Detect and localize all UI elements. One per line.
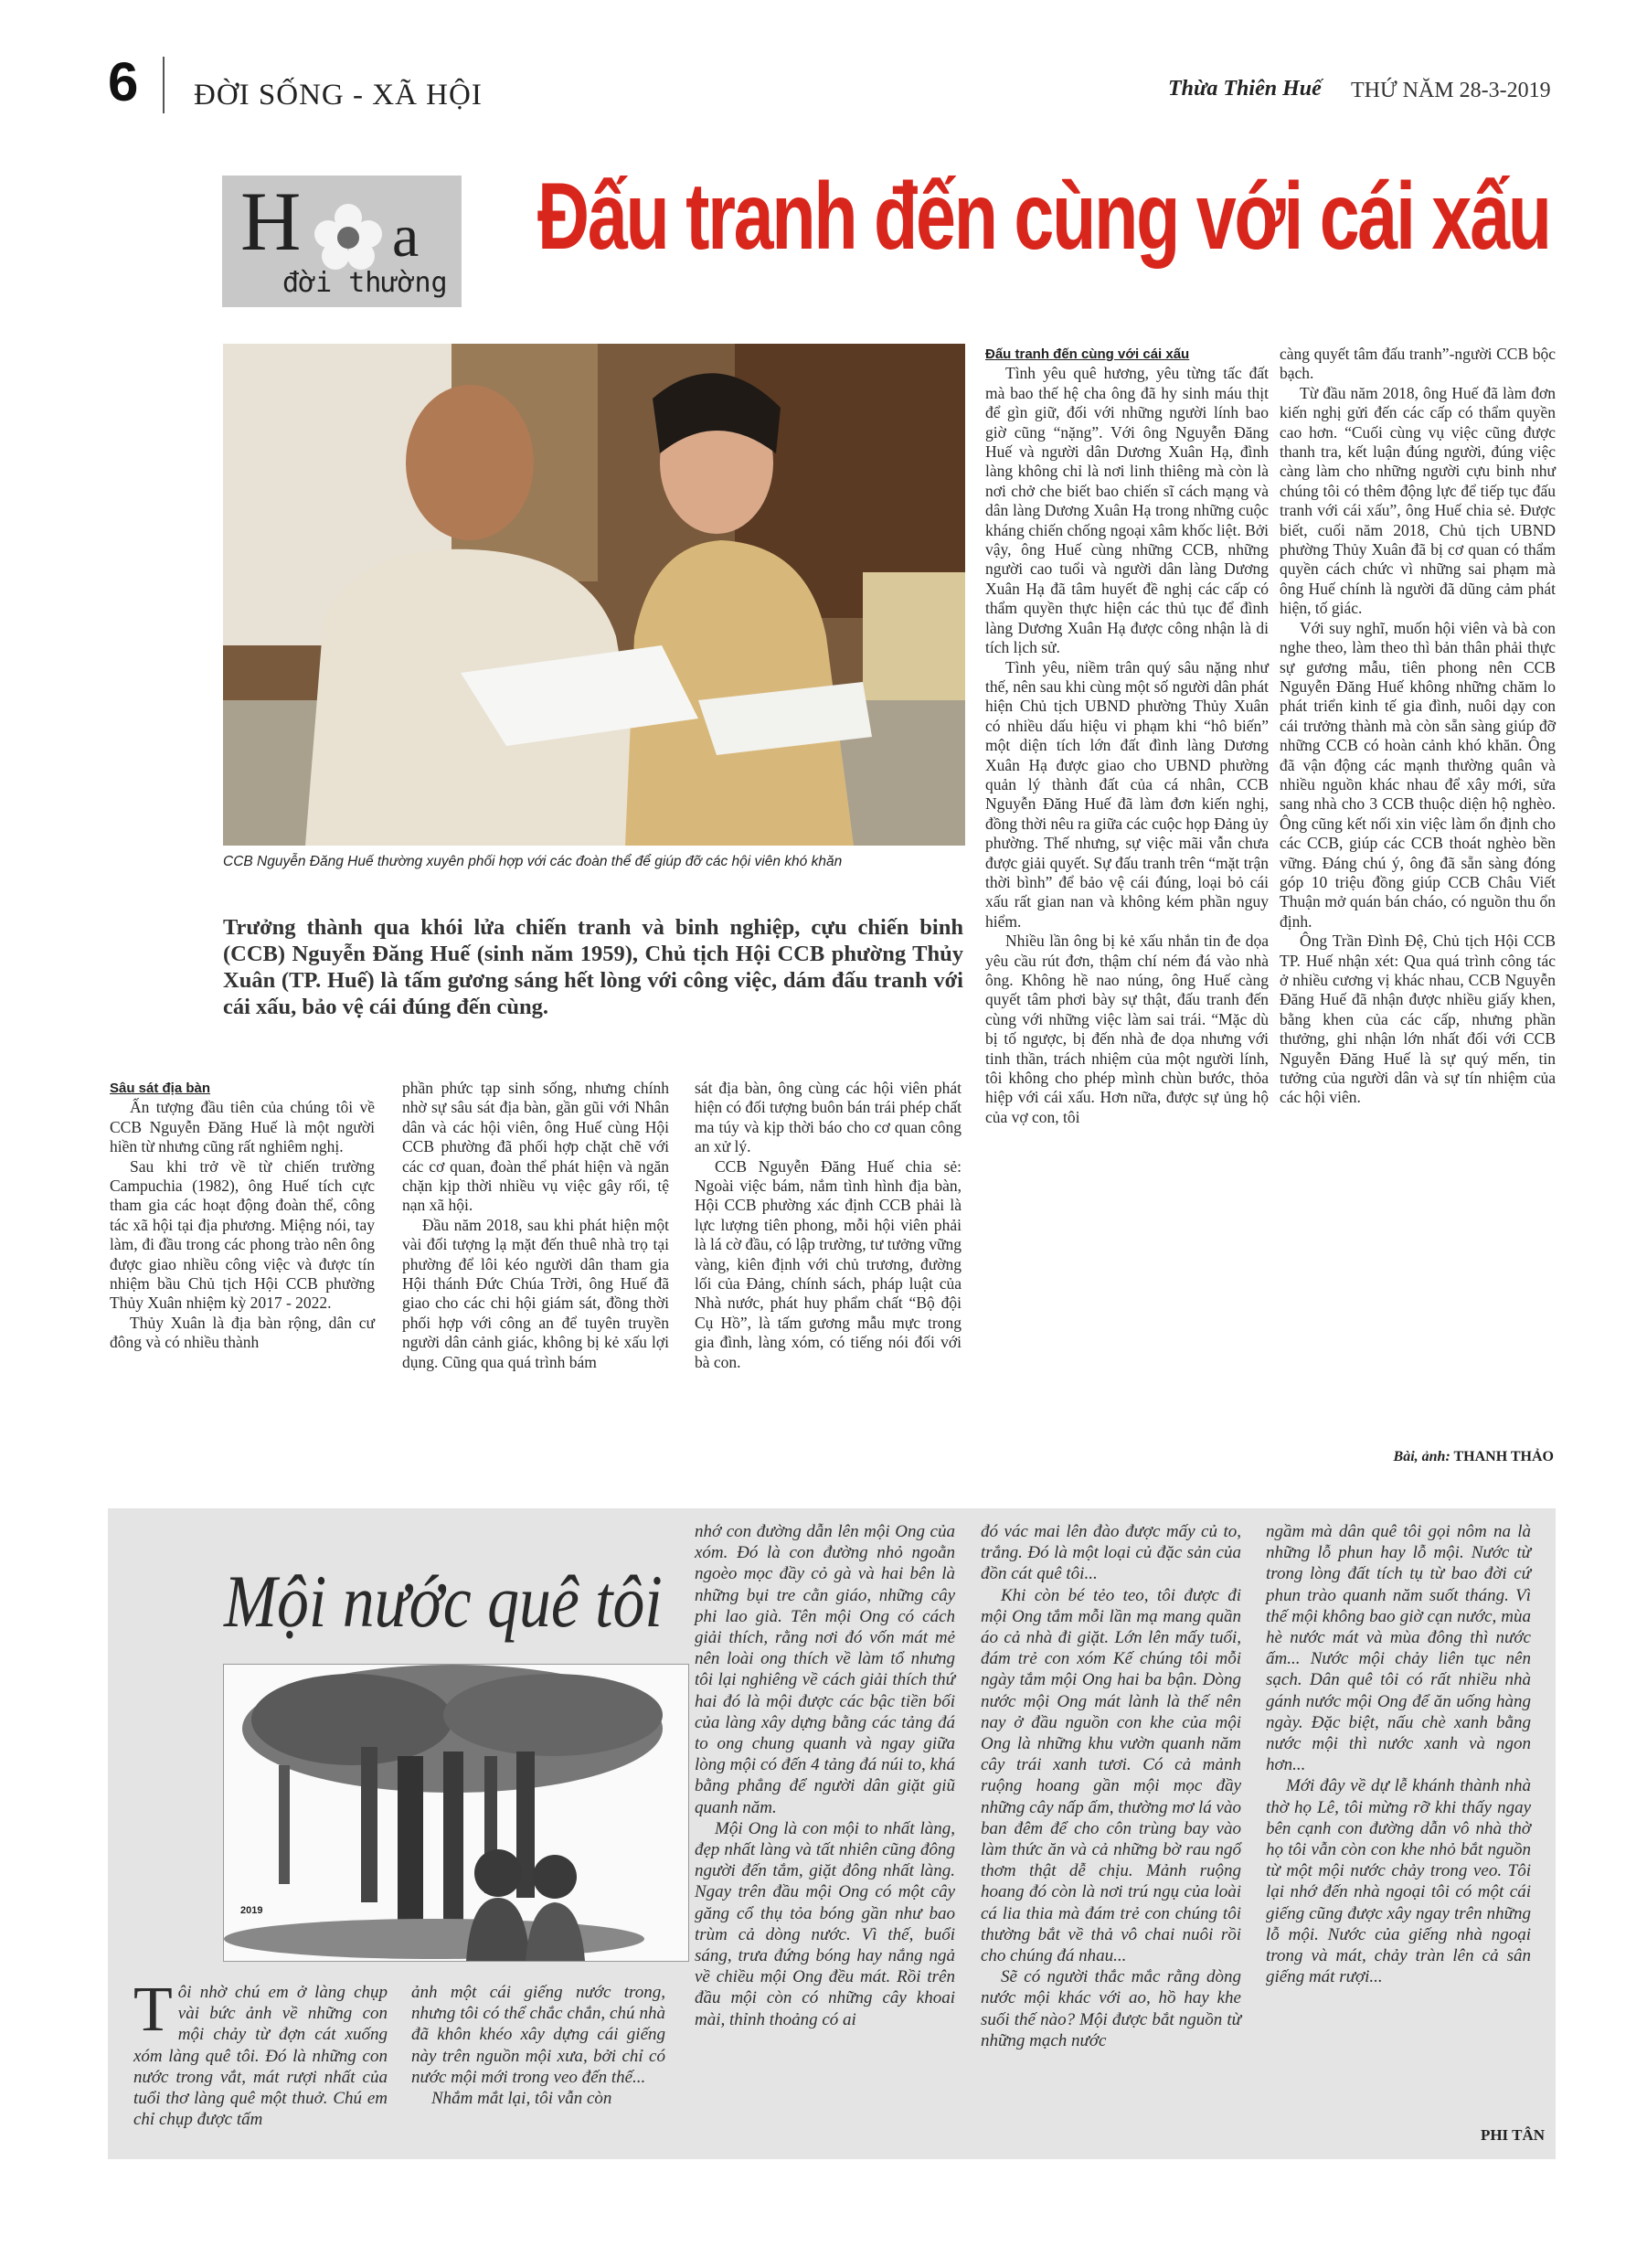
feature-column-2 [411,1982,665,2109]
feature-column-5 [1266,1521,1531,1987]
paragraph: Khi còn bé tẻo teo, tôi được đi mội Ong tắm mỗi lần mạ mang quần áo cả nhà đi giặt. Lớn lên mấy tuổi, đám trẻ con xóm Kế chúng tôi mỗi ngày tắm mội Ong hai ba bận. Dòng nước mội Ong mát lành là thế nên nay ở đầu nguồn con khe của mội Ong là những khu vườn quanh năm cây trái xanh tươi. Có cả mảnh ruộng hoang gần mội mọc đầy những cây nấp ấm, thường mơ lá vào ban đêm để cho côn trùng bay vào làm thức ăn và cả những bờ rau ngổ thơm thật dễ chịu. Mảnh ruộng hoang đó còn là nơi trú ngụ của loài cá lia thia mà đám trẻ con chúng tôi thường bắt về thả vô chai nuôi rồi cho chúng đá nhau... [981,1585,1241,1966]
section-title: ĐỜI SỐNG - XÃ HỘI [194,79,483,112]
article-headline: Đấu tranh đến cùng với cái xấu [537,164,1550,270]
article-column-4 [985,345,1269,1127]
paragraph: Mới đây về dự lễ khánh thành nhà thờ họ Lê, tôi mừng rỡ khi thấy ngay bên cạnh con đường dẫn vô nhà thờ họ tôi vẫn còn con khe nhỏ bắt nguồn từ một mội nước chảy trong veo. Tôi lại nhớ đến nhà ngoại tôi có một cái giếng cũng được xây ngay trên những lỗ mội. Nước của giếng nhà ngoại trong và mát, chảy tràn lên cả sân giếng mát rượi... [1266,1776,1531,1987]
drop-cap: T [133,1975,173,2045]
paragraph [133,1975,388,2130]
paragraph: Ấn tượng đầu tiên của chúng tôi về CCB Nguyễn Đăng Huế là một người hiền từ nhưng cũng rất nghiêm nghị. [110,1098,375,1156]
paragraph: nhớ con đường dẫn lên mội Ong của xóm. Đó là con đường nhỏ ngoằn ngoèo mọc đầy cỏ gà và hai bên là những bụi tre cằn giáo, những cây phi lao già. Tên mội Ong có cách giải thích, rằng nơi đó vốn mát mẻ nên loài ong thích về làm tổ nhưng tôi lại nghiêng về cách giải thích thứ hai đó là mội được các bậc tiền bối của làng xây dựng bằng các tảng đá to ong chung quanh và ngay giữa lòng mội có đến 4 tảng đá núi to, khá bằng phẳng để người dân giặt giũ quanh năm. [695,1522,955,1817]
article-column-3 [695,1079,962,1372]
article-column-1 [110,1079,375,1353]
illustration-year: 2019 [240,1905,263,1916]
column-logo [222,176,462,307]
logo-letter-h: H [240,175,302,268]
page-number: 6 [108,51,139,112]
paragraph: ngầm mà dân quê tôi gọi nôm na là những lỗ phun hay lỗ mội. Nước từ trong lòng đất tích tụ từ bao đời cứ phun trào quanh năm suốt tháng. Vì thế mội không bao giờ cạn nước, mùa hè nước mát và mùa đông thì nước ấm... Nước mội chảy liên tục nên sạch. Dân quê tôi có rất nhiều nhà gánh nước mội Ong để ăn uống hàng ngày. Đặc biệt, nấu chè xanh bằng nước mội thì nước xanh và ngon hơn... [1266,1522,1531,1775]
paragraph: đó vác mai lên đào được mấy củ to, trắng. Đó là một loại củ đặc sản của đồn cát quê tôi... [981,1522,1241,1584]
paragraph: Sẽ có người thắc mắc rằng dòng nước mội khác với ao, hồ hay khe suối thế nào? Mội được bắt nguồn từ những mạch nước [981,1967,1241,2050]
byline-author: THANH THẢO [1453,1449,1554,1464]
paragraph: Đầu năm 2018, sau khi phát hiện một vài đối tượng lạ mặt đến thuê nhà trọ tại phường để lôi kéo người dân tham gia Hội thánh Đức Chúa Trời, ông Huế đã giao cho các chi hội giám sát, đồng thời phối hợp với công an để tuyên truyền người dân cảnh giác, không bị kẻ xấu lợi dụng. Cũng qua quá trình bám [402,1215,669,1371]
feature-byline: PHI TÂN [1480,2126,1545,2144]
byline-label: Bài, ảnh: [1393,1449,1450,1464]
article-lead: Trưởng thành qua khói lửa chiến tranh và binh nghiệp, cựu chiến binh (CCB) Nguyễn Đăng Huế (sinh năm 1959), Chủ tịch Hội CCB phường Thủy Xuân (TP. Huế) là tấm gương sáng hết lòng với công việc, dám đấu tranh với cái xấu, bảo vệ cái đúng đến cùng. [223,915,963,1019]
tree-sketch [224,1665,688,1961]
article-column-5 [1280,345,1556,1108]
paragraph: Mội Ong là con mội to nhất làng, đẹp nhất làng và tất nhiên cũng đông người đến tắm, giặt đông nhất làng. Ngay trên đầu mội Ong có một cây găng cổ thụ tỏa bóng gần như bao trùm cả dòng nước. Vì thế, buổi sáng, trưa đứng bóng hay nắng ngả về chiều mội Ong đều mát. Rồi trên đầu mội còn có những cây khoai mài, thỉnh thoảng có ai [695,1818,955,2029]
paragraph: Với suy nghĩ, muốn hội viên và bà con nghe theo, làm theo thì bản thân phải thực sự gương mẫu, tiên phong nên CCB Nguyễn Đăng Huế không những chăm lo phát triển kinh tế gia đình, nuôi dạy con cái trưởng thành mà còn sẵn sàng giúp đỡ những CCB có hoàn cảnh khó khăn. Ông đã vận động các mạnh thường quân và nhiều nguồn khác nhau để xây mới, sửa sang nhà cho 3 CCB thuộc diện hộ nghèo. Ông cũng kết nối xin việc làm ổn định cho các CCB, giúp các CCB thoát nghèo bền vững. Đáng chú ý, ông đã sẵn sàng đóng góp 10 triệu đồng giúp CCB Châu Viết Thuận mở quán bán cháo, có nguồn thu ổn định. [1280,618,1556,931]
logo-subtitle: đời thường [282,267,448,299]
issue-date: THỨ NĂM 28-3-2019 [1351,79,1551,102]
subheading: Đấu tranh đến cùng với cái xấu [985,346,1190,362]
paragraph: Thủy Xuân là địa bàn rộng, dân cư đông và có nhiều thành [110,1313,375,1352]
subheading: Sâu sát địa bàn [110,1081,211,1096]
feature-column-1 [133,1975,388,2130]
paragraph: ảnh một cái giếng nước trong, nhưng tôi có thể chắc chắn, chú nhà đã khôn khéo xây dựng cái giếng này trên nguồn mội xưa, bởi chỉ có nước mội mới trong veo đến thế... [411,1983,665,2087]
flower-icon [306,201,390,274]
photo-caption: CCB Nguyễn Đăng Huế thường xuyên phối hợp với các đoàn thể để giúp đỡ các hội viên khó khăn [223,854,843,869]
newspaper-name: Thừa Thiên Huế [1168,77,1322,101]
paragraph: càng quyết tâm đấu tranh”-người CCB bộc bạch. [1280,345,1556,383]
paragraph: sát địa bàn, ông cùng các hội viên phát hiện có đối tượng buôn bán trái phép chất ma túy và kịp thời báo cho cơ quan công an xử lý. [695,1079,962,1156]
paragraph: Sau khi trở về từ chiến trường Campuchia (1982), ông Huế tích cực tham gia các hoạt động đoàn thể, công tác xã hội tại địa phương. Miệng nói, tay làm, đi đầu trong các phong trào nên ông được giao nhiều công việc và được tín nhiệm bầu Chủ tịch Hội CCB phường Thủy Xuân nhiệm kỳ 2017 - 2022. [110,1156,375,1313]
paragraph: Ông Trần Đình Đệ, Chủ tịch Hội CCB TP. Huế nhận xét: Qua quá trình công tác ở nhiều cương vị khác nhau, CCB Nguyễn Đăng Huế đã nhận được nhiều giấy khen, bằng khen của các cấp, nhưng phần thưởng, ghi nhận lớn nhất đối với CCB Nguyễn Đăng Huế là sự quý mến, tin tưởng của người dân và sự tín nhiệm của các hội viên. [1280,932,1556,1107]
header-divider [163,57,165,113]
feature-column-3 [695,1521,955,2030]
article-photo [223,344,965,846]
feature-title: Mội nước quê tôi [224,1560,663,1643]
paragraph-text: ôi nhờ chú em ở làng chụp vài bức ảnh về những con mội chảy từ đợn cát xuống xóm làng quê tôi. Đó là những con nước trong vắt, mát rượi nhất của tuổi thơ làng quê một thuở. Chú em chỉ chụp được tấm [133,1983,388,2130]
photo-illustration [223,344,965,846]
feature-illustration [223,1664,689,1962]
paragraph: phần phức tạp sinh sống, nhưng chính nhờ sự sâu sát địa bàn, gần gũi với Nhân dân và các hội viên, ông Huế cùng Hội CCB phường đã phối hợp chặt chẽ với các cơ quan, đoàn thể phát hiện và ngăn chặn kịp thời nhiều vụ việc gây rối, tệ nạn xã hội. [402,1079,669,1215]
paragraph: Tình yêu quê hương, yêu từng tấc đất mà bao thế hệ cha ông đã hy sinh máu thịt để gìn giữ, đối với những người lính bao giờ cũng “nặng”. Với ông Nguyễn Đăng Huế và người dân Dương Xuân Hạ, đình làng không chỉ là nơi linh thiêng mà còn là nơi chở che biết bao chiến sĩ cách mạng và dân làng Dương Xuân Hạ trong những cuộc kháng chiến chống ngoại xâm khốc liệt. Bởi vậy, ông Huế cùng những CCB, những người cao tuổi và người dân làng Dương Xuân Hạ đã tâm huyết đề nghị các cấp có thẩm quyền thực hiện các thủ tục để đình làng Dương Xuân Hạ được công nhận là di tích lịch sử. [985,364,1269,657]
paragraph: Nhiều lần ông bị kẻ xấu nhắn tin đe dọa yêu cầu rút đơn, thậm chí ném đá vào nhà ông. Không hề nao núng, ông Huế càng quyết tâm phơi bày sự thật, đấu tranh đến cùng với những việc làm sai trái. “Mặc dù bị tố ngược, bị đến nhà đe dọa nhưng với tinh thần, trách nhiệm của một người lính, tôi không cho phép mình chùn bước, thỏa hiệp với cái xấu. Hơn nữa, được sự ủng hộ của vợ con, tôi [985,932,1269,1126]
paragraph: Từ đầu năm 2018, ông Huế đã làm đơn kiến nghị gửi đến các cấp có thẩm quyền cao hơn. “Cuối cùng vụ việc cũng được thanh tra, kết luận đúng người, đúng việc càng làm cho những người cựu binh như chúng tôi có thêm động lực để tiếp tục đấu tranh với cái xấu”, ông Huế chia sẻ. Được biết, cuối năm 2018, Chủ tịch UBND phường Thủy Xuân đã bị cơ quan có thẩm quyền cách chức vì những sai phạm mà ông Huế chính là người đã dũng cảm phát hiện, tố giác. [1280,383,1556,618]
article-column-2 [402,1079,669,1372]
feature-column-4 [981,1521,1241,2051]
article-byline [1280,1449,1554,1465]
paragraph: Nhắm mắt lại, tôi vẫn còn [431,2089,612,2109]
paragraph: CCB Nguyễn Đăng Huế chia sẻ: Ngoài việc bám, nắm tình hình địa bàn, Hội CCB phường xác định CCB phải là lực lượng tiên phong, mỗi hội viên phải là lá cờ đầu, có lập trường, tư tưởng vững vàng, kiên định với chủ trương, đường lối của Đảng, chính sách, pháp luật của Nhà nước, phát huy phẩm chất “Bộ đội Cụ Hồ”, là tấm gương mẫu mực trong gia đình, làng xóm, có tiếng nói đối với bà con. [695,1156,962,1371]
logo-letter-a: a [392,203,420,270]
paragraph: Tình yêu, niềm trân quý sâu nặng như thế, nên sau khi cùng một số người dân phát hiện Chủ tịch UBND phường Thủy Xuân có nhiều dấu hiệu vi phạm khi “hô biến” một diện tích lớn đất đình làng Dương Xuân Hạ được giao cho UBND phường quản lý thành đất của cá nhân, CCB Nguyễn Đăng Huế đã làm đơn kiến nghị, đồng thời nêu ra giữa các cuộc họp Đảng ủy phường. Thế nhưng, sự việc mãi vẫn chưa được giải quyết. Sự đấu tranh trên “mặt trận thời bình” để bảo vệ cái đúng, loại bỏ cái xấu rất gian nan và không kém phần nguy hiểm. [985,657,1269,931]
